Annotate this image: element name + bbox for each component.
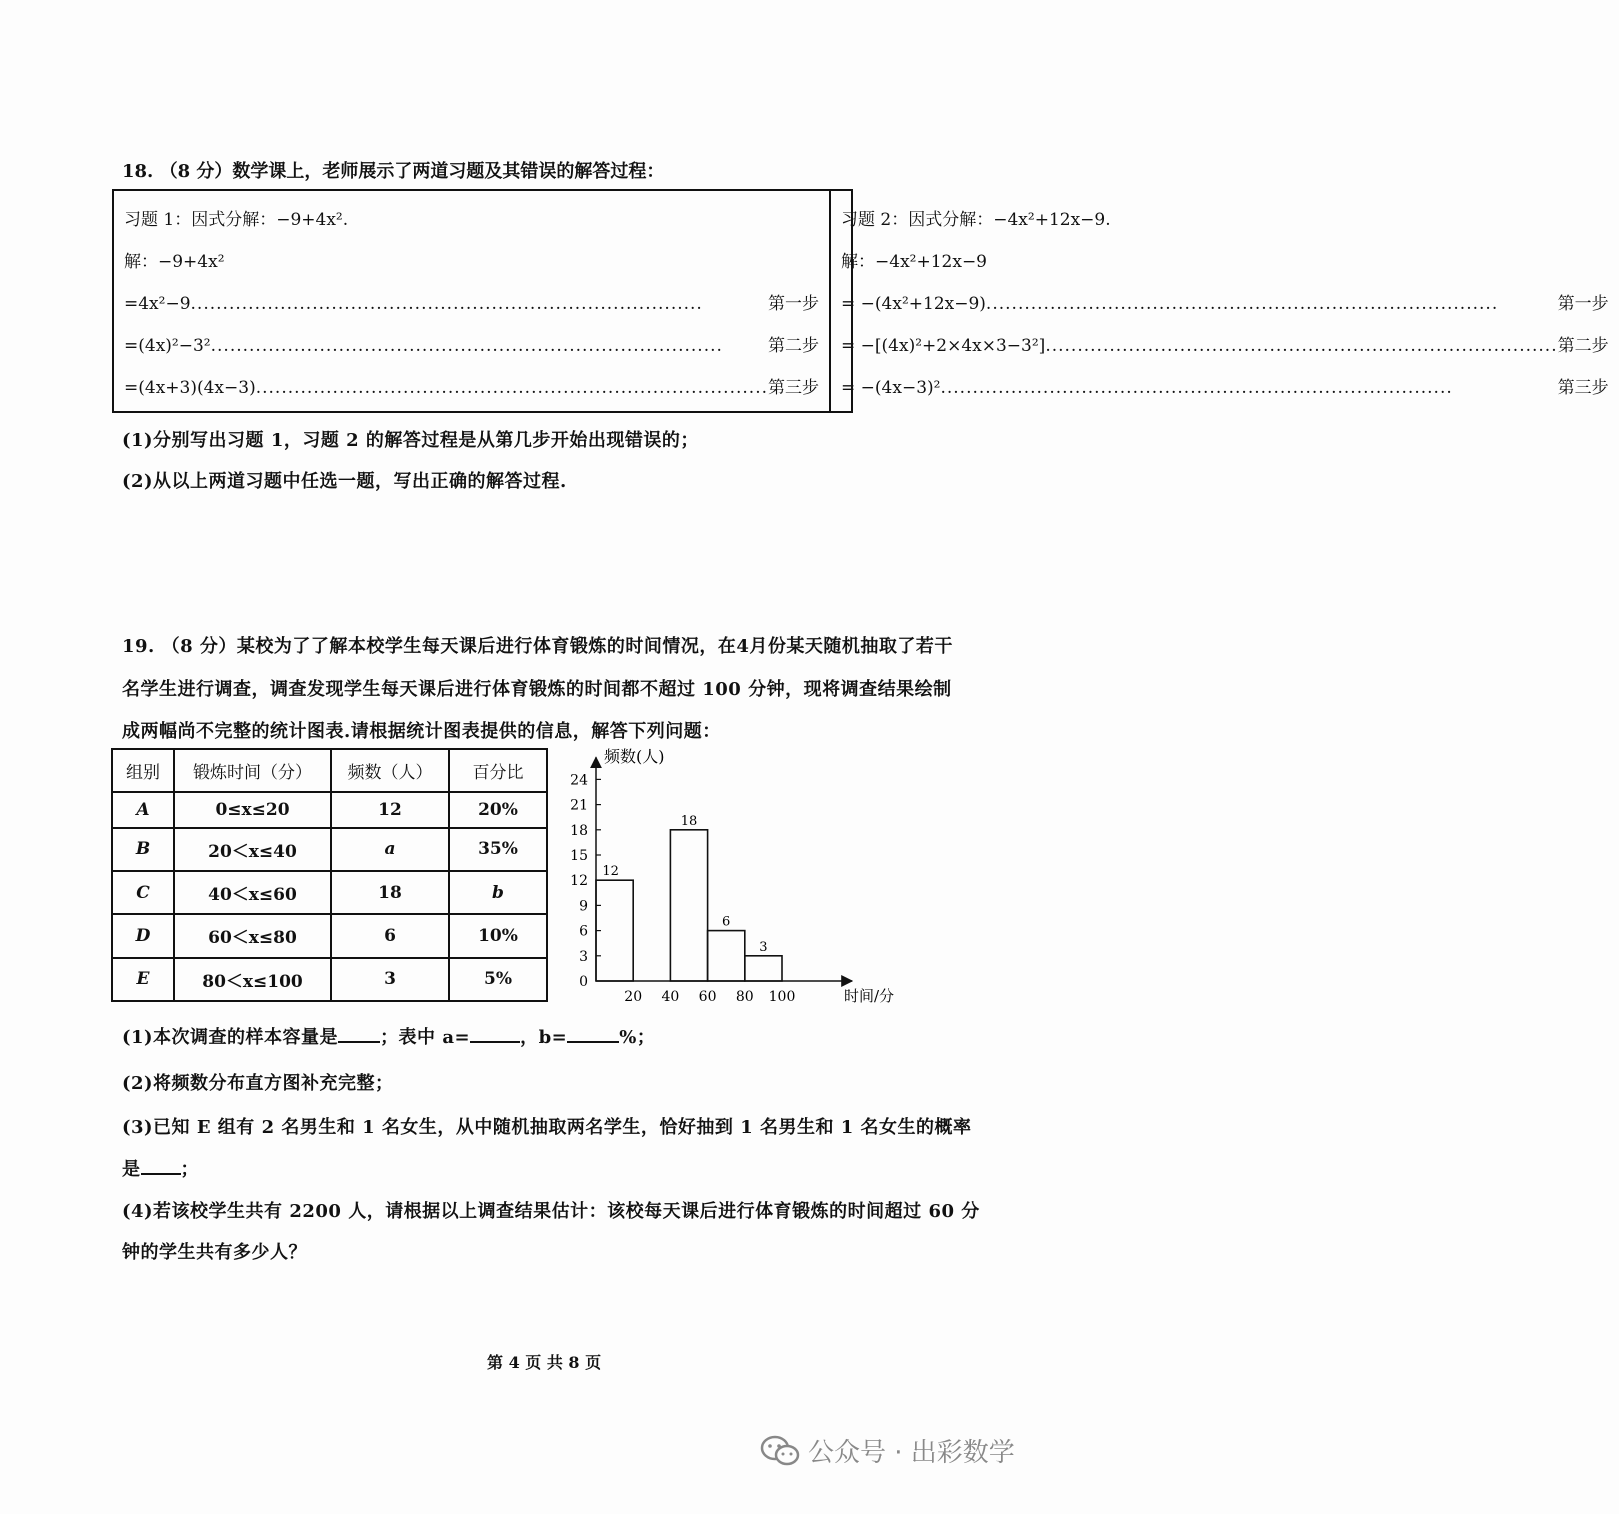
x-tick-label: 60 [698, 989, 717, 1005]
table-cell: 80＜x≤100 [174, 958, 331, 1001]
sub3-text-b: 是 [122, 1159, 141, 1180]
y-tick-label: 6 [579, 923, 588, 940]
bar-value-label: 3 [759, 939, 768, 955]
q18-header: 18. （8 分）数学课上，老师展示了两道习题及其错误的解答过程： [122, 161, 665, 182]
q18-solution-table [112, 189, 1609, 413]
table-cell: E [112, 958, 174, 1001]
ex2-step-1: = −(4x²+12x−9) ..... 第一步 [841, 283, 1609, 325]
table-cell: 18 [331, 871, 449, 914]
table-cell: D [112, 914, 174, 957]
q19-line-2: 名学生进行调查，调查发现学生每天课后进行体育锻炼的时间都不超过 100 分钟，现将调查结果绘制 [122, 679, 952, 700]
y-tick-label: 3 [579, 948, 588, 965]
q19-sub-4-line-1: (4)若该校学生共有 2200 人，请根据以上调查结果估计：该校每天课后进行体育锻炼的时间超过 60 分 [122, 1201, 980, 1222]
watermark [760, 1432, 1015, 1469]
answer-blank[interactable] [338, 1025, 380, 1043]
table-cell: 40＜x≤60 [174, 871, 331, 914]
sub3-text-c: ； [180, 1159, 199, 1180]
table-header: 锻炼时间（分） [174, 749, 331, 792]
ex1-solve: 解：−9+4x² [124, 252, 225, 272]
q19-line-1: 19. （8 分）某校为了了解本校学生每天课后进行体育锻炼的时间情况，在4月份某天随机抽取了若干 [122, 636, 953, 657]
y-tick-label: 9 [579, 898, 588, 915]
table-cell: 3 [331, 958, 449, 1001]
ex1-step-1: =4x²−9 ..... 第一步 [124, 283, 819, 325]
table-cell: a [331, 828, 449, 871]
y-tick-label: 24 [570, 772, 588, 789]
y-tick-label: 12 [570, 873, 588, 890]
watermark-text: 公众号 · 出彩数学 [808, 1438, 1015, 1468]
x-tick-label: 40 [661, 989, 680, 1005]
x-tick-label: 20 [624, 989, 643, 1005]
y-tick-label: 15 [570, 848, 588, 864]
table-row [112, 871, 547, 914]
x-tick-label: 80 [735, 989, 754, 1005]
table-cell: 60＜x≤80 [174, 914, 331, 957]
y-tick-label: 18 [570, 822, 588, 839]
ex2-step-3: = −(4x−3)² ..... 第三步 [841, 367, 1609, 409]
table-cell: b [449, 871, 547, 914]
table-cell: 20＜x≤40 [174, 828, 331, 871]
table-row [112, 792, 547, 827]
table-header: 百分比 [449, 749, 547, 792]
table-cell: 10% [449, 914, 547, 957]
ex1-step-2: =(4x)²−3² ..... 第二步 [124, 325, 819, 367]
ex1-step-3: =(4x+3)(4x−3) ..... 第三步 [124, 367, 819, 409]
sub1-text-a: (1)本次调查的样本容量是 [122, 1027, 339, 1048]
table-cell: 12 [331, 792, 449, 827]
sub1-text-b: ；表中 a= [380, 1027, 471, 1048]
histogram-bar [745, 956, 782, 981]
q19-sub-3-line-1: (3)已知 E 组有 2 名男生和 1 名女生，从中随机抽取两名学生，恰好抽到 1 名男生和 1 名女生的概率 [122, 1117, 972, 1138]
ex2-solve: 解：−4x²+12x−9 [841, 252, 988, 272]
table-header: 组别 [112, 749, 174, 792]
table-row [112, 828, 547, 871]
bar-value-label: 12 [602, 864, 619, 880]
table-row [112, 914, 547, 957]
q18-exercise-2 [829, 191, 1619, 411]
table-header: 频数（人） [331, 749, 449, 792]
q19-sub-4-line-2: 钟的学生共有多少人？ [122, 1242, 307, 1263]
q19-frequency-table [111, 748, 548, 1002]
frequency-histogram [560, 740, 895, 1015]
histogram-bar [708, 931, 745, 981]
x-tick-label: 100 [768, 989, 796, 1005]
histogram-bar [670, 830, 707, 981]
ex2-step-2: = −[(4x)²+2×4x×3−3²] ..... 第二步 [841, 325, 1609, 367]
y-axis-label: 频数(人) [604, 747, 665, 766]
q19-sub-2: (2)将频数分布直方图补充完整； [122, 1073, 394, 1094]
q19-line-3: 成两幅尚不完整的统计图表.请根据统计图表提供的信息，解答下列问题： [122, 721, 721, 742]
bar-value-label: 18 [680, 813, 698, 829]
table-cell: 20% [449, 792, 547, 827]
answer-blank[interactable] [470, 1025, 520, 1043]
table-cell: 5% [449, 958, 547, 1001]
bar-value-label: 6 [722, 914, 731, 930]
y-tick-label: 21 [570, 797, 588, 814]
table-cell: 6 [331, 914, 449, 957]
q18-exercise-1 [114, 191, 829, 411]
q19-sub-3-line-2 [122, 1155, 199, 1181]
table-cell: 0≤x≤20 [174, 792, 331, 827]
table-cell: B [112, 828, 174, 871]
table-header-row [112, 749, 547, 792]
ex2-title: 习题 2：因式分解：−4x²+12x−9. [841, 210, 1111, 230]
ex1-title: 习题 1：因式分解：−9+4x². [124, 210, 349, 230]
q18-sub-2: (2)从以上两道习题中任选一题，写出正确的解答过程. [122, 471, 567, 492]
table-cell: C [112, 871, 174, 914]
page-footer: 第 4 页 共 8 页 [487, 1353, 602, 1372]
q18-sub-1: (1)分别写出习题 1，习题 2 的解答过程是从第几步开始出现错误的； [122, 430, 699, 451]
answer-blank[interactable] [567, 1025, 619, 1043]
sub1-text-c: ，b= [520, 1027, 568, 1048]
answer-blank[interactable] [141, 1157, 181, 1175]
sub1-text-d: %； [619, 1027, 656, 1048]
y-tick-label: 0 [579, 974, 588, 990]
table-row [112, 958, 547, 1001]
table-cell: 35% [449, 828, 547, 871]
x-axis-label: 时间/分 [844, 987, 895, 1005]
wechat-icon [760, 1435, 800, 1467]
q19-sub-1 [122, 1023, 655, 1049]
table-cell: A [112, 792, 174, 827]
histogram-bar [596, 880, 633, 981]
